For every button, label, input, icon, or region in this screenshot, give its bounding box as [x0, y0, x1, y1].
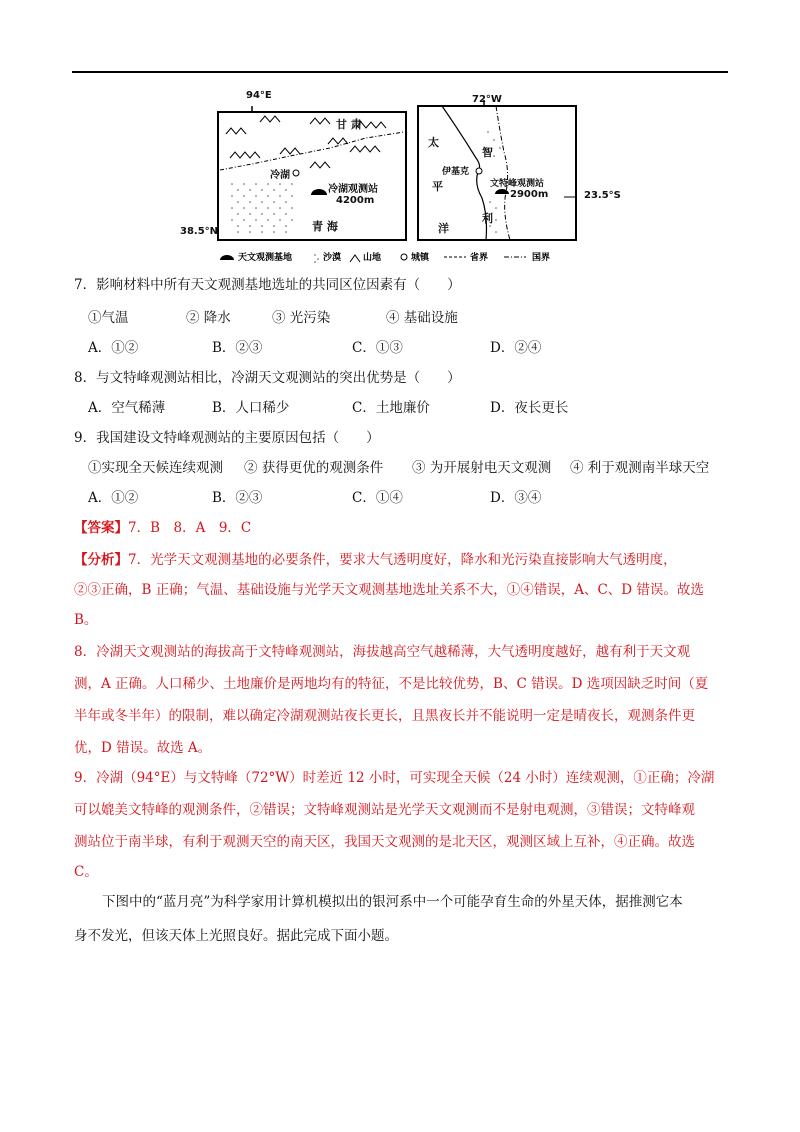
q9-option-c: C．①④ [352, 490, 403, 506]
analysis-text-1: 7．光学天文观测基地的必要条件，要求大气透明度好，降水和光污染直接影响大气透明度， [128, 552, 677, 568]
answer-line [74, 518, 251, 538]
ocean-char-3: 洋 [438, 222, 449, 235]
answer-text: 7．B 8．A 9．C [128, 520, 252, 536]
ocean-char-1: 太 [428, 136, 439, 149]
q8-option-d: D．夜长更长 [490, 400, 569, 416]
q7-option-a: A．①② [88, 340, 139, 356]
altitude-lenghu: 4200m [336, 195, 375, 206]
legend-mountain-icon [350, 255, 360, 262]
altitude-ventarrones: 2900m [510, 189, 549, 200]
q9-stem: 9．我国建设文特峰观测站的主要原因包括（ ） [74, 430, 380, 446]
analysis-line-5: 测，A 正确。人口稀少、土地廉价是两地均有的特征，不是比较优势，B、C 错误。D 选项因缺乏时间（夏 [74, 676, 709, 692]
q7-stem: 7．影响材料中所有天文观测基地选址的共同区位因素有（ ） [74, 277, 461, 293]
q7-option-c: C．①③ [352, 340, 403, 356]
right-lat-label: 23.5°S [584, 190, 621, 201]
q7-item-3: ③ 光污染 [272, 310, 331, 326]
q9-option-a: A．①② [88, 490, 139, 506]
q9-item-4: ④ 利于观测南半球天空 [570, 460, 710, 476]
q9-item-3: ③ 为开展射电天文观测 [412, 460, 552, 476]
province-gansu: 甘 肃 [336, 118, 362, 131]
next-intro-line-2: 身不发光，但该天体上光照良好。据此完成下面小题。 [74, 928, 398, 944]
legend-national-label: 国界 [532, 253, 551, 263]
analysis-line-4: 8．冷湖天文观测站的海拔高于文特峰观测站，海拔越高空气越稀薄，大气透明度越好，越有利于天文观 [74, 644, 691, 660]
map-figure [160, 92, 640, 264]
analysis-line-11: C。 [74, 864, 98, 880]
country-char-1: 智 [482, 146, 493, 159]
town-iquique [476, 168, 482, 174]
left-lat-label: 38.5°N [180, 226, 219, 237]
q9-option-b: B．②③ [212, 490, 263, 506]
station-ventarrones-label: 文特峰观测站 [490, 179, 545, 189]
next-intro-line-1: 下图中的“蓝月亮”为科学家用计算机模拟出的银河系中一个可能孕育生命的外星天体，据推测它本 [102, 894, 683, 910]
legend-base-icon [220, 255, 234, 260]
station-lenghu [311, 189, 327, 195]
country-char-2: 利 [482, 212, 493, 225]
legend-town-icon [401, 254, 407, 260]
analysis-line-9: 可以媲美文特峰的观测条件，②错误；文特峰观测站是光学天文观测而不是射电观测，③错误；文特峰观 [74, 802, 695, 818]
mountain-pattern-left [226, 116, 386, 168]
station-lenghu-label: 冷湖观测站 [328, 184, 378, 195]
q9-option-d: D．③④ [490, 490, 542, 506]
header-rule [72, 71, 728, 73]
q7-item-1: ①气温 [88, 310, 129, 326]
analysis-line-3: B。 [74, 612, 98, 628]
q7-item-2: ② 降水 [186, 310, 231, 326]
q7-option-b: B．②③ [212, 340, 263, 356]
map-svg [160, 92, 640, 264]
desert-pattern-left [231, 183, 293, 233]
town-lenghu [293, 170, 299, 176]
legend-desert-label: 沙漠 [323, 253, 342, 263]
left-lon-label: 94°E [246, 90, 272, 101]
legend-province-label: 省界 [470, 253, 489, 263]
analysis-line-8: 9．冷湖（94°E）与文特峰（72°W）时差近 12 小时，可实现全天候（24 小时）连续观测，①正确；冷湖 [74, 770, 715, 786]
legend-mountain-label: 山地 [363, 253, 382, 263]
analysis-line-6: 半年或冬半年）的限制，难以确定冷湖观测站夜长更长，且黑夜长并不能说明一定是晴夜长，观测条件更 [74, 708, 695, 724]
city-iquique-label: 伊基克 [442, 167, 470, 177]
legend-desert-icon [314, 254, 319, 263]
ocean-char-2: 平 [432, 180, 443, 193]
answer-tag: 【答案】 [74, 520, 128, 536]
legend-base-label: 天文观测基地 [238, 253, 293, 263]
q9-item-1: ①实现全天候连续观测 [88, 460, 223, 476]
analysis-line-2: ②③正确，B 正确；气温、基础设施与光学天文观测基地选址关系不大，①④错误，A、C、D 错误。故选 [74, 582, 704, 598]
analysis-line-7: 优，D 错误。故选 A。 [74, 740, 212, 756]
city-lenghu-label: 冷湖 [270, 170, 290, 181]
legend-town-label: 城镇 [411, 253, 430, 263]
province-border-left [220, 132, 404, 170]
q8-option-a: A．空气稀薄 [88, 400, 166, 416]
analysis-line-10: 测站位于南半球，有利于观测天空的南天区，我国天文观测的是北天区，观测区域上互补，④正确。故选 [74, 834, 695, 850]
province-qinghai: 青 海 [312, 220, 338, 233]
right-lon-label: 72°W [472, 94, 502, 105]
q8-stem: 8．与文特峰观测站相比，冷湖天文观测站的突出优势是（ ） [74, 370, 461, 386]
national-border [496, 106, 510, 240]
map-legend [220, 251, 550, 263]
analysis-tag: 【分析】 [74, 552, 128, 568]
q8-option-b: B．人口稀少 [212, 400, 290, 416]
q9-item-2: ② 获得更优的观测条件 [244, 460, 384, 476]
q7-option-d: D．②④ [490, 340, 542, 356]
q7-item-4: ④ 基础设施 [386, 310, 458, 326]
analysis-line-1 [74, 550, 677, 570]
q8-option-c: C．土地廉价 [352, 400, 430, 416]
